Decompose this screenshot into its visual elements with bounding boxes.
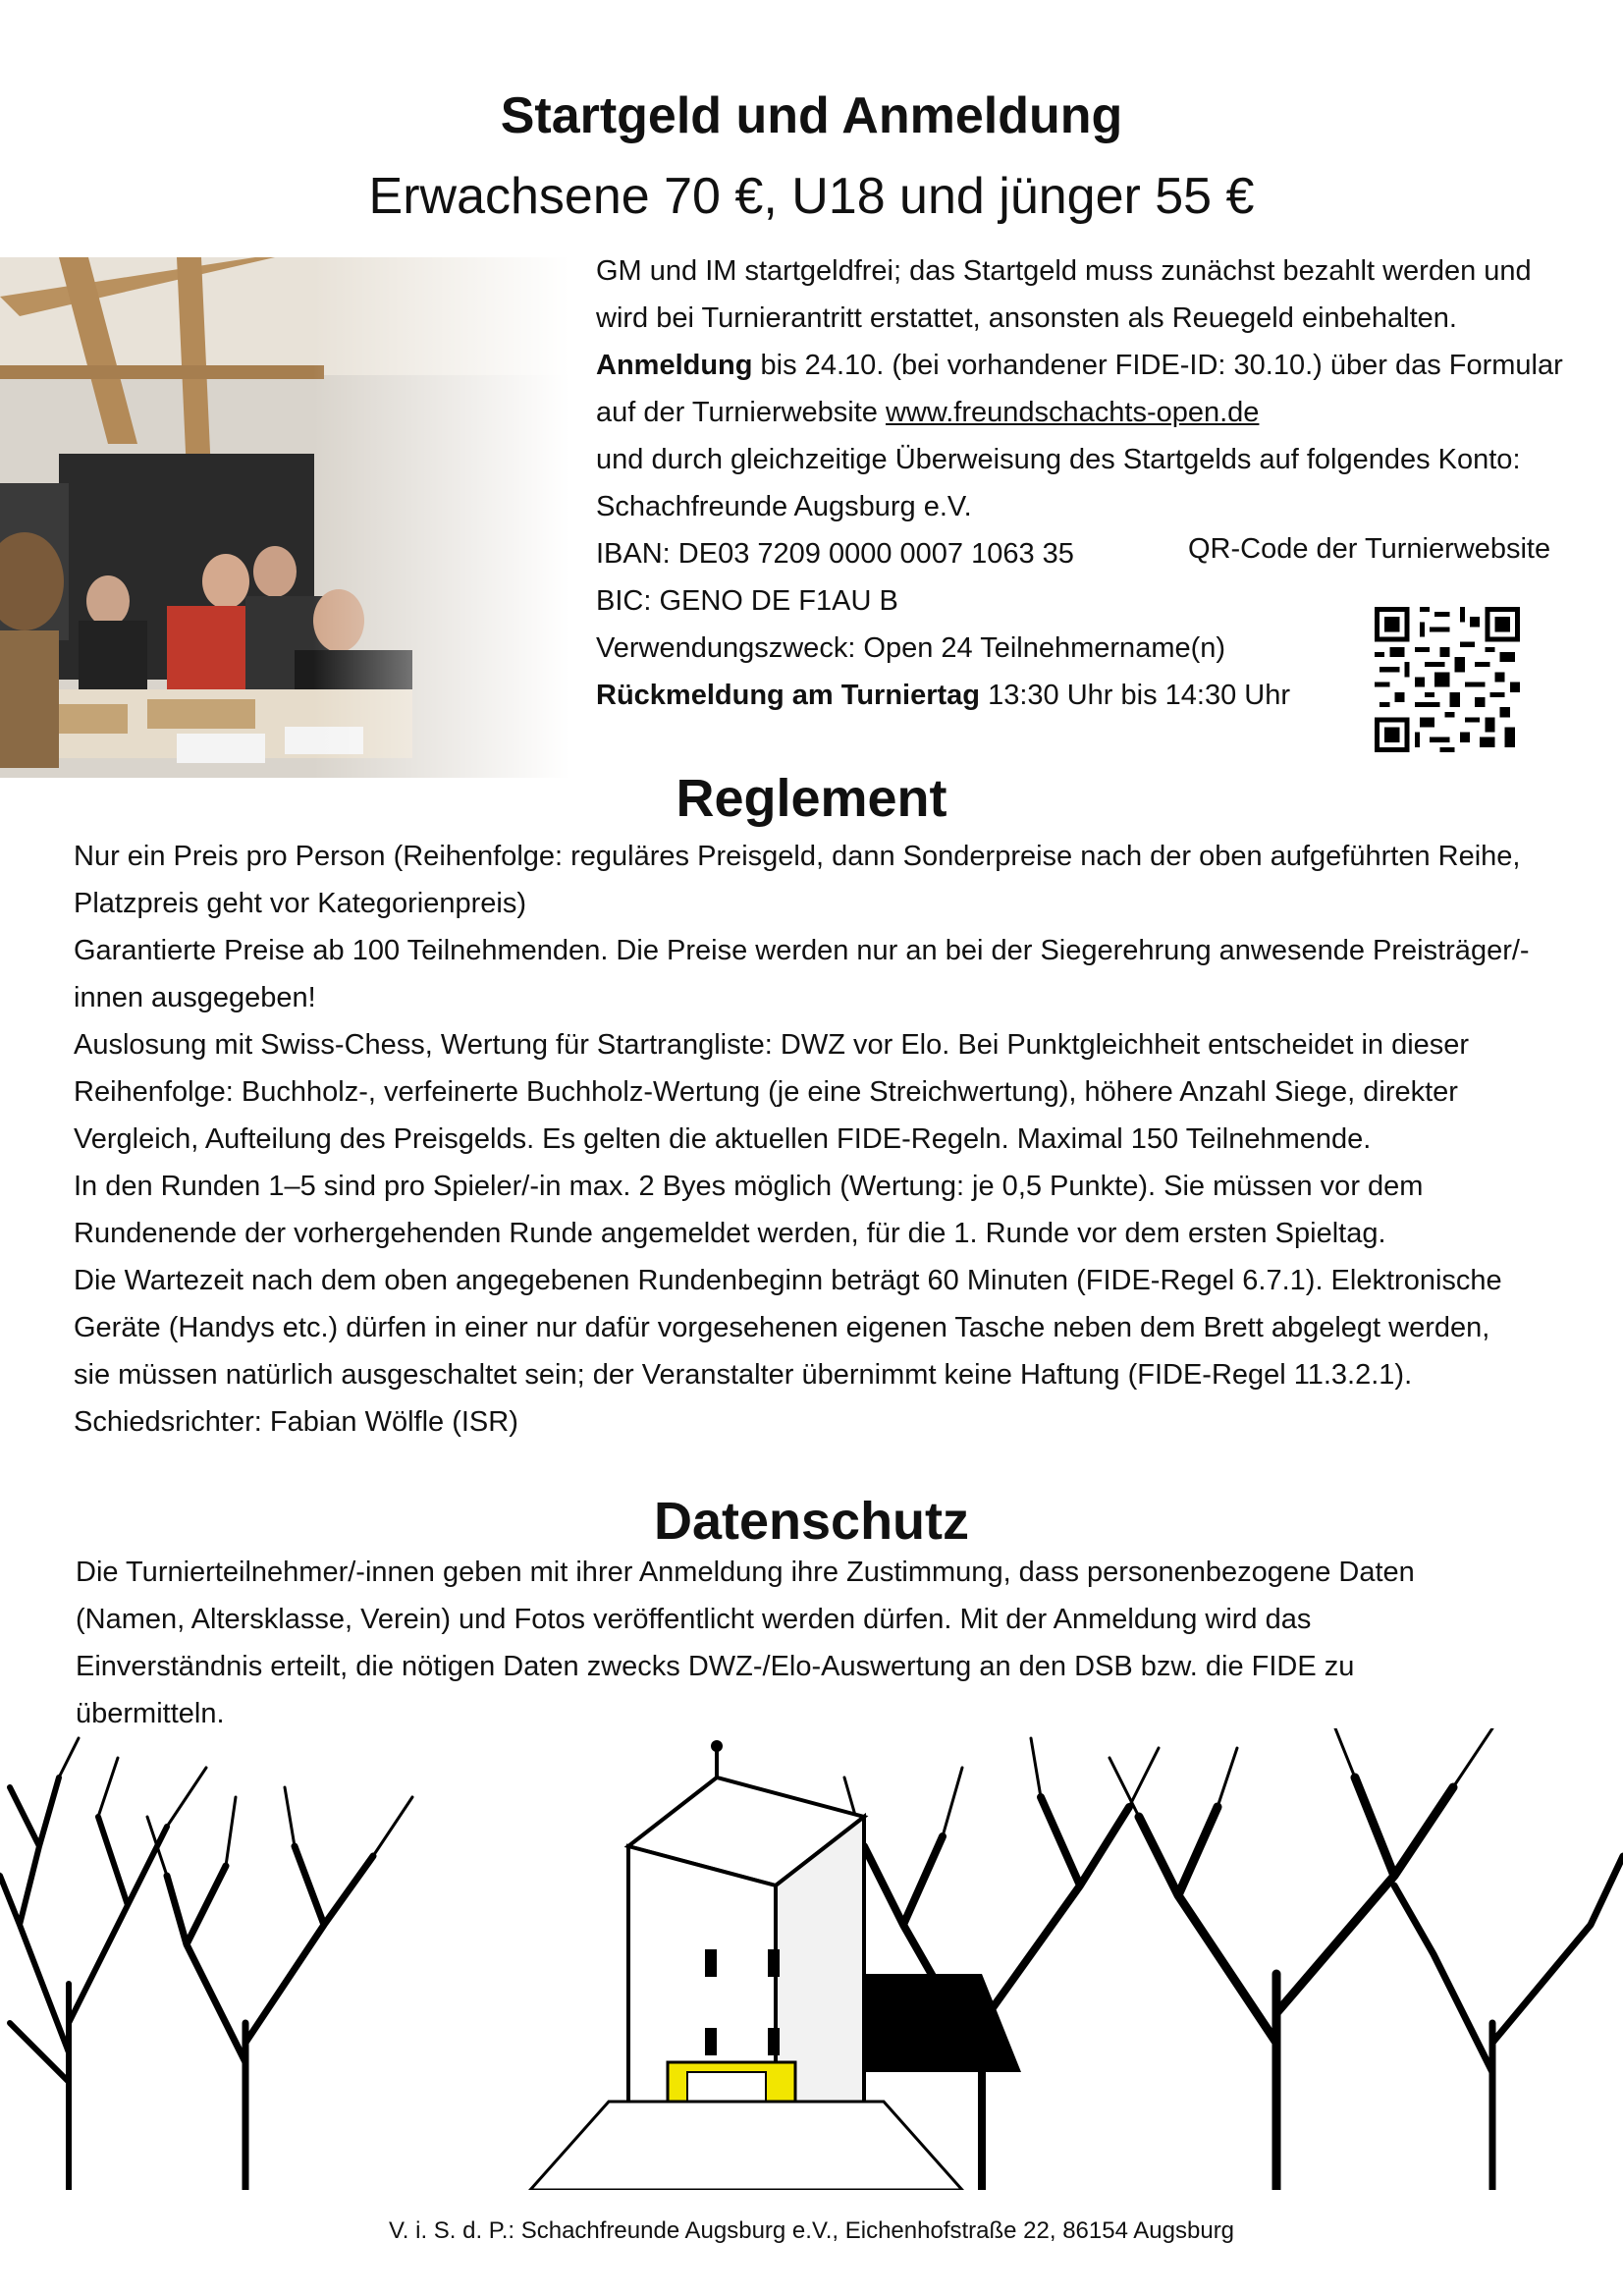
reglement-line: Auslosung mit Swiss-Chess, Wertung für Startrangliste: DWZ vor Elo. Bei Punktgleichheit entscheidet in dieser <box>74 1029 1470 1061</box>
reglement-line: Geräte (Handys etc.) dürfen in einer nur dafür vorgesehenen eigenen Tasche neben dem Brett abgelegt werden, <box>74 1312 1490 1343</box>
reglement-line: Schiedsrichter: Fabian Wölfle (ISR) <box>74 1406 518 1438</box>
reglement-text <box>74 833 1596 1446</box>
reglement-line: Die Wartezeit nach dem oben angegebenen Rundenbeginn beträgt 60 Minuten (FIDE-Regel 6.7.1). Elektronische <box>74 1265 1502 1296</box>
datenschutz-line: (Namen, Altersklasse, Verein) und Fotos veröffentlicht werden dürfen. Mit der Anmeldung wird das <box>76 1604 1312 1635</box>
reglement-line: In den Runden 1–5 sind pro Spieler/-in max. 2 Byes möglich (Wertung: je 0,5 Punkte). Sie müssen vor dem <box>74 1171 1424 1202</box>
iban: IBAN: DE03 7209 0000 0007 1063 35 <box>596 538 1074 570</box>
fee-line-1: GM und IM startgeldfrei; das Startgeld muss zunächst bezahlt werden und <box>596 255 1532 287</box>
reglement-line: sie müssen natürlich ausgeschaltet sein; der Veranstalter übernimmt keine Haftung (FIDE-Regel 11.3.2.1). <box>74 1359 1413 1391</box>
reglement-line: Garantierte Preise ab 100 Teilnehmenden. Die Preise werden nur an bei der Siegerehrung anwesende Preisträger/- <box>74 935 1530 966</box>
reglement-line: innen ausgegeben! <box>74 982 316 1013</box>
datenschutz-heading: Datenschutz <box>653 1492 970 1551</box>
payment-purpose: Verwendungszweck: Open 24 Teilnehmername(n) <box>596 632 1226 664</box>
reglement-line: Nur ein Preis pro Person (Reihenfolge: reguläres Preisgeld, dann Sonderpreise nach der oben aufgeführten Reihe, <box>74 841 1521 872</box>
transfer-line: und durch gleichzeitige Überweisung des Startgelds auf folgendes Konto: <box>596 444 1521 475</box>
reglement-line: Reihenfolge: Buchholz-, verfeinerte Buchholz-Wertung (je eine Streichwertung), höhere Anzahl Siege, direkter <box>74 1076 1458 1108</box>
qr-caption: QR-Code der Turnierwebsite <box>1188 533 1551 565</box>
tower-illustration <box>0 1728 1623 2190</box>
tournament-photo <box>0 257 569 778</box>
checkin-time: 13:30 Uhr bis 14:30 Uhr <box>980 680 1290 711</box>
account-holder: Schachfreunde Augsburg e.V. <box>596 491 972 522</box>
reglement-line: Platzpreis geht vor Kategorienpreis) <box>74 888 527 919</box>
bic: BIC: GENO DE F1AU B <box>596 585 898 617</box>
registration-label: Anmeldung <box>596 350 753 381</box>
datenschutz-line: Die Turnierteilnehmer/-innen geben mit ihrer Anmeldung ihre Zustimmung, dass personenbezogene Daten <box>76 1557 1415 1588</box>
website-prefix: auf der Turnierwebsite <box>596 397 886 428</box>
imprint-footer: V. i. S. d. P.: Schachfreunde Augsburg e.V., Eichenhofstraße 22, 86154 Augsburg <box>388 2217 1235 2244</box>
page-title: Startgeld und Anmeldung <box>500 87 1123 144</box>
datenschutz-line: übermitteln. <box>76 1698 225 1729</box>
registration-deadline: bis 24.10. (bei vorhandener FIDE-ID: 30.10.) über das Formular <box>752 350 1563 381</box>
datenschutz-line: Einverständnis erteilt, die nötigen Daten zwecks DWZ-/Elo-Auswertung an den DSB bzw. die FIDE zu <box>76 1651 1355 1682</box>
website-link[interactable]: www.freundschachts-open.de <box>885 397 1260 428</box>
website-line <box>596 389 1597 436</box>
reglement-heading: Reglement <box>676 769 947 828</box>
checkin-label: Rückmeldung am Turniertag <box>596 680 981 711</box>
fee-line-2: wird bei Turnierantritt erstattet, ansonsten als Reuegeld einbehalten. <box>596 302 1457 334</box>
qr-code[interactable] <box>1375 607 1520 752</box>
fee-subtitle: Erwachsene 70 €, U18 und jünger 55 € <box>368 168 1255 225</box>
datenschutz-text <box>76 1549 1597 1737</box>
reglement-line: Vergleich, Aufteilung des Preisgelds. Es gelten die aktuellen FIDE-Regeln. Maximal 150 Teilnehmende. <box>74 1123 1372 1155</box>
reglement-line: Rundenende der vorhergehenden Runde angemeldet werden, für die 1. Runde vor dem ersten Spieltag. <box>74 1218 1386 1249</box>
registration-line <box>596 342 1597 389</box>
